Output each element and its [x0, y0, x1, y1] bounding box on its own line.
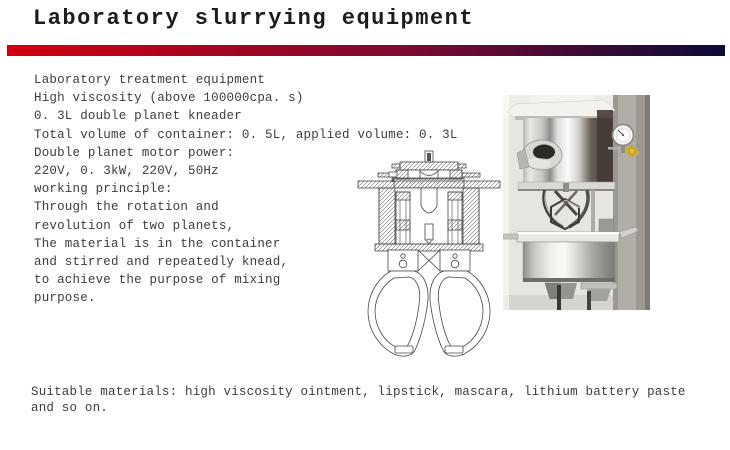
spec-line: Through the rotation and: [34, 200, 219, 215]
spec-line: 220V, 0. 3kW, 220V, 50Hz: [34, 164, 219, 179]
spec-line: The material is in the container: [34, 236, 281, 251]
mixer-photo: [503, 95, 650, 310]
footer-line: and so on.: [31, 400, 109, 415]
footer-line: Suitable materials: high viscosity ointment, lipstick, mascara, lithium battery paste: [31, 385, 686, 399]
spec-line: High viscosity (above 100000cpa. s): [34, 91, 304, 106]
spec-line: revolution of two planets,: [34, 218, 235, 233]
spec-line: and stirred and repeatedly knead,: [34, 255, 289, 270]
spec-line: Double planet motor power:: [34, 145, 235, 160]
footer-text-block: [31, 385, 686, 416]
spec-line: 0. 3L double planet kneader: [34, 109, 242, 124]
spec-line: purpose.: [34, 291, 96, 306]
page-title: Laboratory slurrying equipment: [33, 6, 475, 31]
spec-line: Laboratory treatment equipment: [34, 73, 266, 87]
divider-bar: [7, 45, 725, 56]
spec-line: to achieve the purpose of mixing: [34, 273, 281, 288]
kneader-cross-section-drawing: [345, 148, 503, 360]
spec-line: working principle:: [34, 182, 173, 197]
spec-line: Total volume of container: 0. 5L, applied volume: 0. 3L: [34, 127, 458, 142]
